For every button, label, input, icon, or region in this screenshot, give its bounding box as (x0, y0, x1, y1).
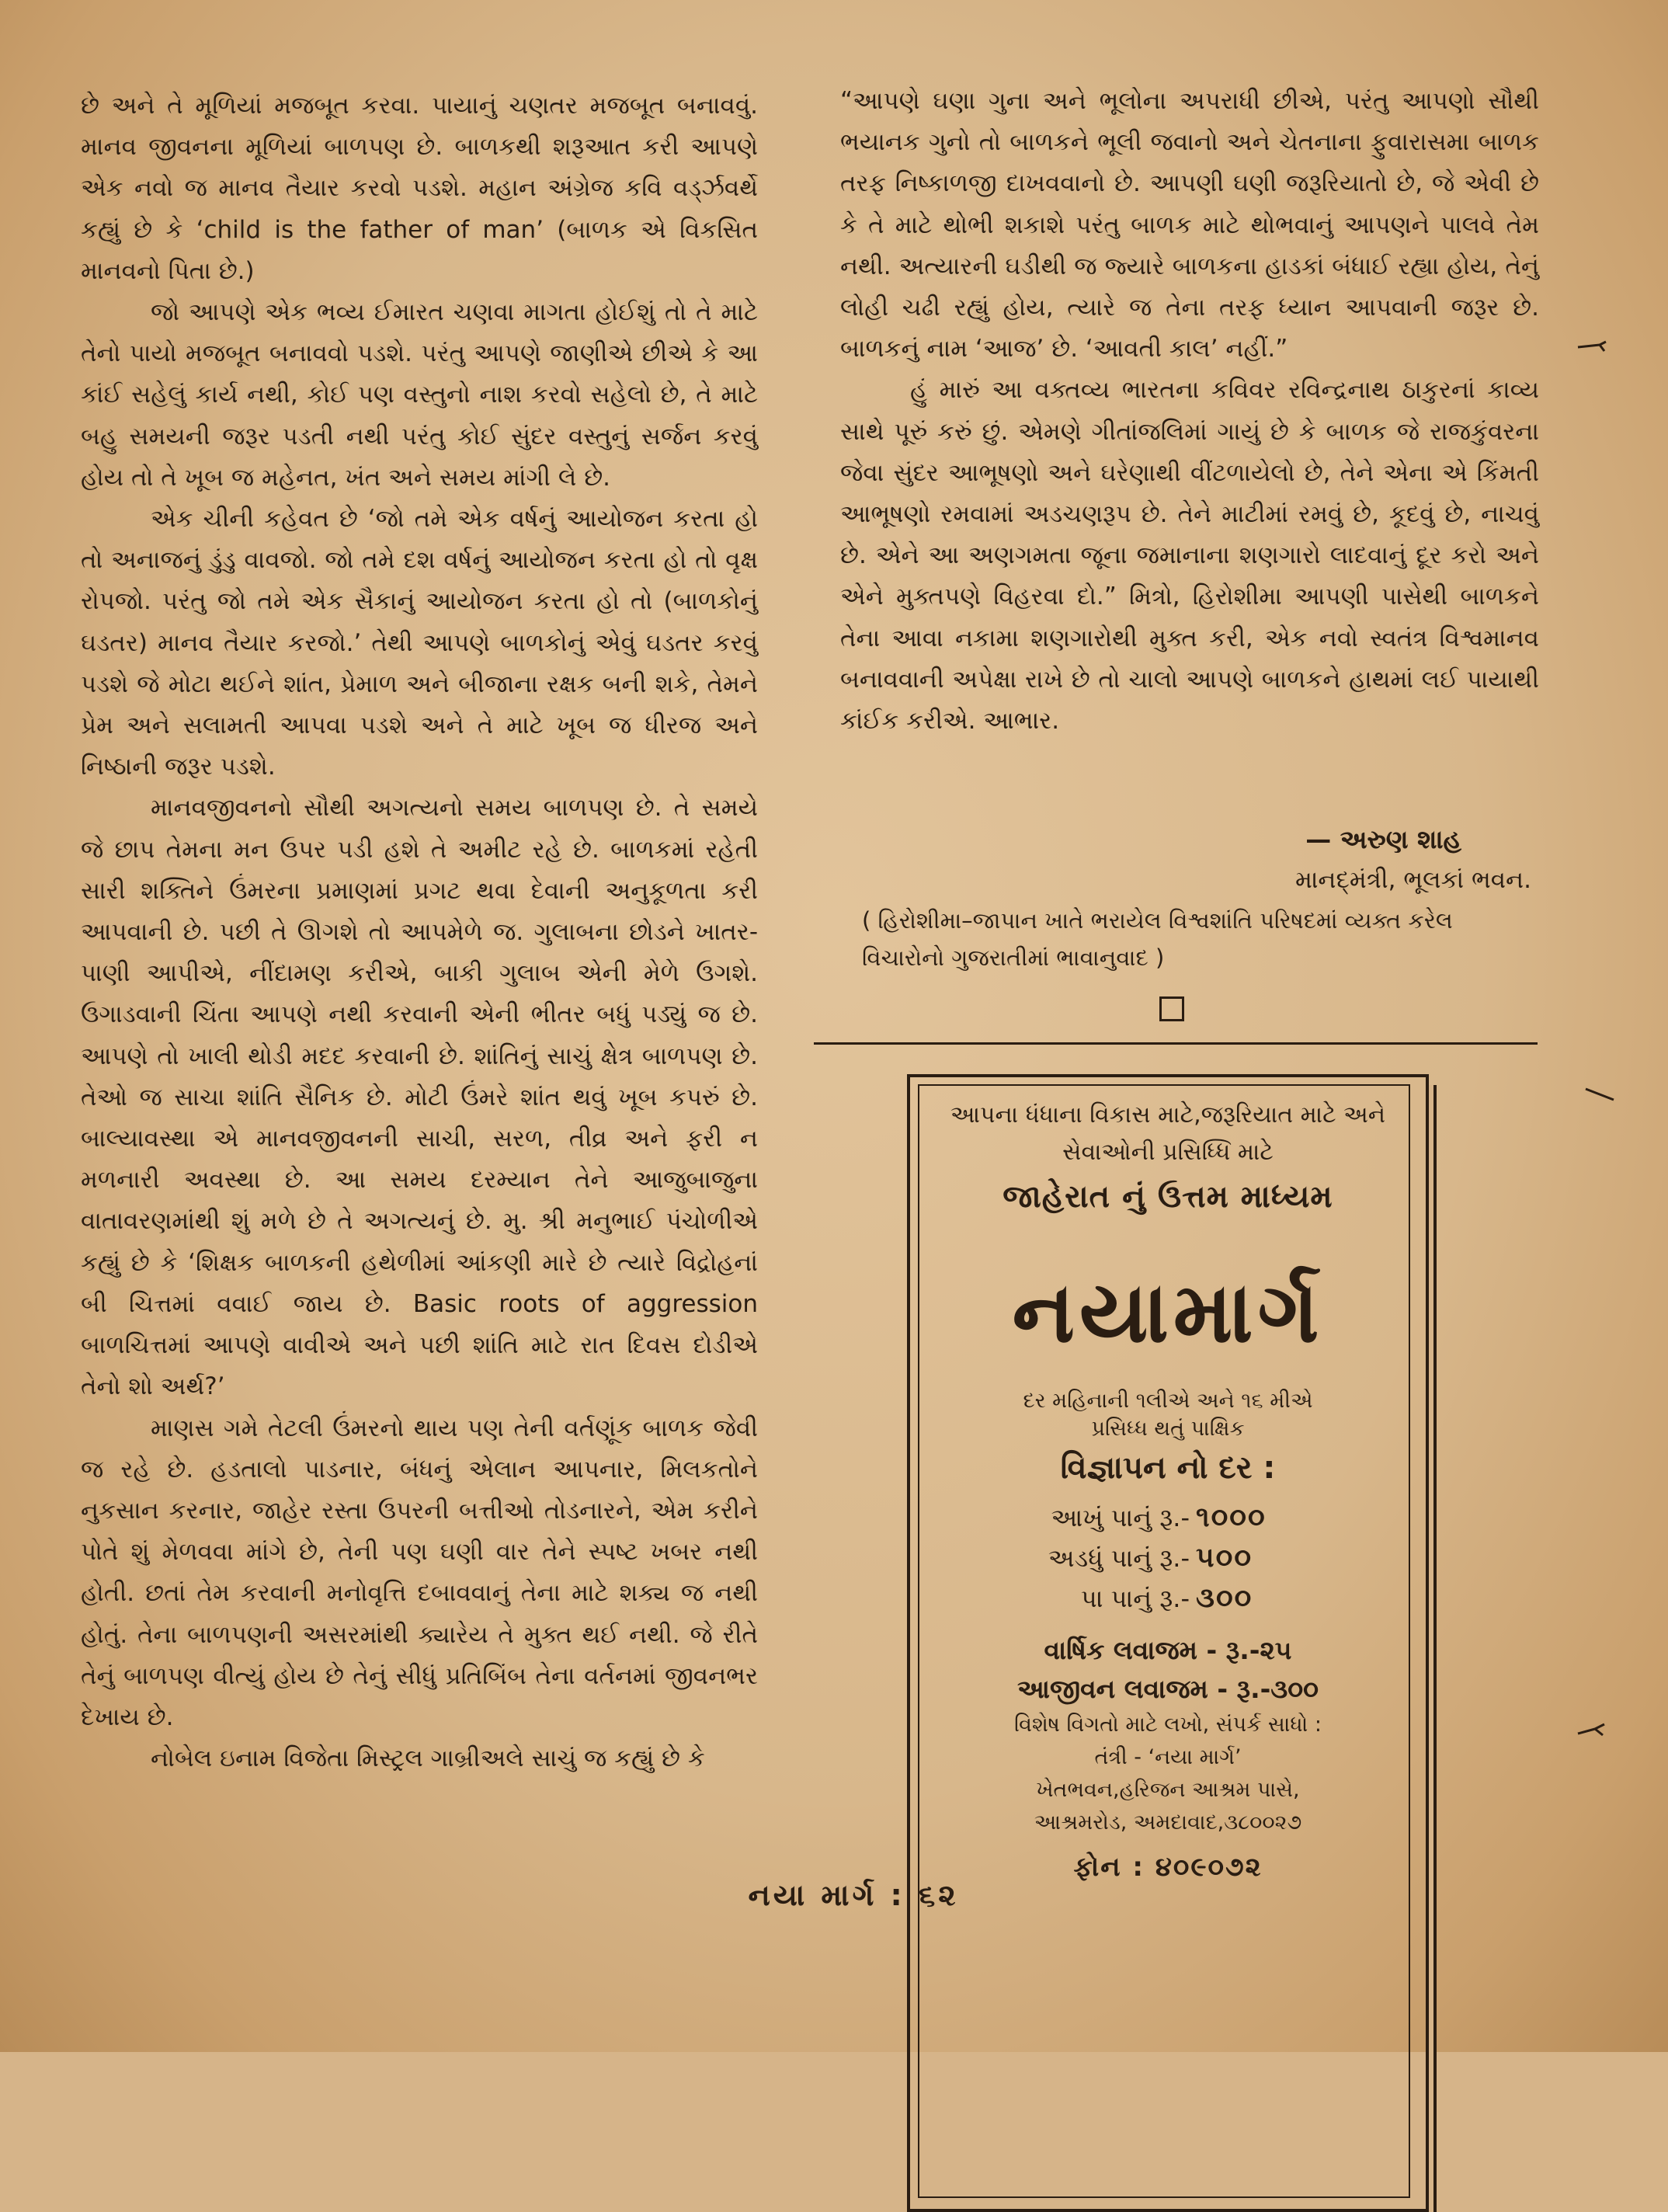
ad-tagline-2: સેવાઓની પ્રસિધ્ધિ માટે (1062, 1139, 1274, 1166)
rate-value: ૧૦૦૦ (1196, 1501, 1267, 1533)
ad-phone: ફોન : ૪૦૯૦૭૨ (1073, 1852, 1263, 1883)
ad-contact-line: વિશેષ વિગતો માટે લખો, સંપર્ક સાધો : (1014, 1713, 1322, 1737)
ad-annual-subscription: વાર્ષિક લવાજમ - રૂ.-૨૫ (1044, 1635, 1292, 1665)
right-paragraph-quote: “આપણે ઘણા ગુના અને ભૂલોના અપરાધી છીએ, પરંતુ આપણો સૌથી ભયાનક ગુનો તો બાળકને ભૂલી જવાનો અને ચેતનાના ફુવારાસમા બાળક તરફ નિષ્કાળજી દાખવવાનો છે. આપણી ઘણી જરૂરિયાતો છે, જે એવી છે કે તે માટે થોભી શકાશે પરંતુ બાળક માટે થોભવાનું આપણને પાલવે તેમ નથી. અત્યારની ઘડીથી જ જ્યારે બાળકના હાડકાં બંધાઈ રહ્યા હોય, તેનું લોહી ચઢી રહ્યું હોય, ત્યારે જ તેના તરફ ધ્યાન આપવાની જરૂર છે. બાળકનું નામ ‘આજ’ છે. ‘આવતી કાલ’ નહીં.” (840, 87, 1539, 363)
ad-address-line-1: ખેતભવન,હરિજન આશ્રમ પાસે, (1036, 1778, 1300, 1802)
author-name: — અરુણ શાહ (1305, 824, 1461, 854)
left-column (81, 85, 758, 1779)
rate-label: પા પાનું રૂ.- (1080, 1584, 1190, 1613)
end-mark-icon (1159, 996, 1184, 1021)
left-paragraph-5: માણસ ગમે તેટલી ઉંમરનો થાય પણ તેની વર્તણૂંક બાળક જેવી જ રહે છે. હડતાલો પાડનાર, બંધનું એલાન આપનાર, મિલકતોને નુકસાન કરનાર, જાહેર રસ્તા ઉપરની બત્તીઓ તોડનારને, એમ કરીને પોતે શું મેળવવા માંગે છે, તેની પણ ઘણી વાર તેને સ્પષ્ટ ખબર નથી હોતી. છતાં તેમ કરવાની મનોવૃત્તિ દબાવવાનું તેના માટે શક્ય જ નથી હોતું. તેના બાળપણની અસરમાંથી ક્યારેય તે મુક્ત થઈ નથી. જે રીતે તેનું બાળપણ વીત્યું હોય છે તેનું સીધું પ્રતિબિંબ તેના વર્તનમાં જીવનભર દેખાય છે. (81, 1414, 758, 1731)
rate-label: અડધું પાનું રૂ.- (1048, 1543, 1190, 1573)
pin-mark-icon (1576, 340, 1607, 354)
left-paragraph-1: છે અને તે મૂળિયાં મજબૂત કરવા. પાયાનું ચણતર મજબૂત બનાવવું. માનવ જીવનના મૂળિયાં બાળપણ છે. બાળકથી શરૂઆત કરી આપણે એક નવો જ માનવ તૈયાર કરવો પડશે. મહાન અંગ્રેજ કવિ વર્ડ્ઝવર્થે કહ્યું છે કે ‘child is the father of man’ (બાળક એ વિકસિત માનવનો પિતા છે.) (81, 92, 758, 285)
magazine-logo: નયામાર્ગ (1012, 1264, 1324, 1362)
rate-label: આખું પાનું રૂ.- (1051, 1503, 1190, 1532)
left-paragraph-4: માનવજીવનનો સૌથી અગત્યનો સમય બાળપણ છે. તે સમયે જે છાપ તેમના મન ઉપર પડી હશે તે અમીટ રહે છે. બાળકમાં રહેતી સારી શક્તિને ઉંમરના પ્રમાણમાં પ્રગટ થવા દેવાની અનુકૂળતા કરી આપવાની છે. પછી તે ઊગશે તો આપમેળે જ. ગુલાબના છોડને ખાતર-પાણી આપીએ, નીંદામણ કરીએ, બાકી ગુલાબ એની મેળે ઉગશે. ઉગાડવાની ચિંતા આપણે નથી કરવાની એની ભીતર બધું પડ્યું જ છે. આપણે તો ખાલી થોડી મદદ કરવાની છે. શાંતિનું સાચું ક્ષેત્ર બાળપણ છે. તેઓ જ સાચા શાંતિ સૈનિક છે. મોટી ઉંમરે શાંત થવું ખૂબ કપરું છે. બાલ્યાવસ્થા એ માનવજીવનની સાચી, સરળ, તીવ્ર અને ફરી ન મળનારી અવસ્થા છે. આ સમય દરમ્યાન તેને આજુબાજુના વાતાવરણમાંથી શું મળે છે તે અગત્યનું છે. મુ. શ્રી મનુભાઈ પંચોળીએ કહ્યું છે કે ‘શિક્ષક બાળકની હથેળીમાં આંકણી મારે છે ત્યારે વિદ્રોહનાં બી ચિત્તમાં વવાઈ જાય છે. Basic roots of aggression બાળચિત્તમાં આપણે વાવીએ અને પછી શાંતિ માટે રાત દિવસ દોડીએ તેનો શો અર્થ?’ (81, 794, 758, 1401)
column-divider (814, 1042, 1538, 1045)
ad-tagline-1: આપના ધંધાના વિકાસ માટે,જરૂરિયાત માટે અને (950, 1101, 1386, 1129)
pin-mark-icon (1584, 1087, 1615, 1101)
rate-value: ૫૦૦ (1196, 1542, 1253, 1574)
ad-rate-title: વિજ્ઞાપન નો દર : (1060, 1450, 1276, 1486)
ad-medium-heading: જાહેરાત નું ઉત્તમ માધ્યમ (1003, 1179, 1333, 1215)
left-paragraph-3: એક ચીની કહેવત છે ‘જો તમે એક વર્ષનું આયોજન કરતા હો તો અનાજનું ડુંડુ વાવજો. જો તમે દશ વર્ષનું આયોજન કરતા હો તો વૃક્ષ રોપજો. પરંતુ જો તમે એક સૈકાનું આયોજન કરતા હો તો (બાળકોનું ઘડતર) માનવ તૈયાર કરજો.’ તેથી આપણે બાળકોનું એવું ઘડતર કરવું પડશે જે મોટા થઈને શાંત, પ્રેમાળ અને બીજાના રક્ષક બની શકે, તેમને પ્રેમ અને સલામતી આપવા પડશે અને તે માટે ખૂબ જ ધીરજ અને નિષ્ઠાની જરૂર પડશે. (81, 505, 758, 781)
left-paragraph-6: નોબેલ ઇનામ વિજેતા મિસ્ટ્રલ ગાબ્રીઅલે સાચું જ કહ્યું છે કે (151, 1744, 705, 1773)
signature-block (840, 819, 1539, 976)
rate-value: ૩૦૦ (1196, 1582, 1253, 1614)
advertisement-content (907, 1087, 1429, 1890)
translation-note: ( હિરોશીમા–જાપાન ખાતે ભરાયેલ વિશ્વશાંતિ પરિષદમાં વ્યક્ત કરેલ વિચારોનો ગુજરાતીમાં ભાવાનુવાદ ) (862, 907, 1453, 971)
page-footer: નયા માર્ગ : ૬૨ (748, 1878, 959, 1912)
pin-mark-icon (1576, 1723, 1607, 1737)
ad-editor-line: તંત્રી - ‘નયા માર્ગ’ (1094, 1745, 1242, 1769)
ad-address-line-2: આશ્રમરોડ, અમદાવાદ,૩૮૦૦૨૭ (1034, 1810, 1302, 1835)
right-paragraph-closing: હું મારું આ વક્તવ્ય ભારતના કવિવર રવિન્દ્રનાથ ઠાકુરનાં કાવ્ય સાથે પૂરું કરું છું. એમણે ગીતાંજલિમાં ગાયું છે કે બાળક જે રાજકુંવરના જેવા સુંદર આભૂષણો અને ઘરેણાથી વીંટળાયેલો છે, તેને એના એ કિંમતી આભૂષણો રમવામાં અડચણરૂપ છે. તેને માટીમાં રમવું છે, કૂદવું છે, નાચવું છે. એને આ અણગમતા જૂના જમાનાના શણગારો લાદવાનું દૂર કરો અને એને મુક્તપણે વિહરવા દો.” મિત્રો, હિરોશીમા આપણી પાસેથી બાળકને તેના આવા નકામા શણગારોથી મુક્ત કરી, એક નવો સ્વતંત્ર વિશ્વમાનવ બનાવવાની અપેક્ષા રાખે છે તો ચાલો આપણે બાળકને હાથમાં લઈ પાયાથી કાંઈક કરીએ. આભાર. (840, 376, 1539, 736)
ad-frequency-2: પ્રસિધ્ધ થતું પાક્ષિક (1091, 1417, 1245, 1441)
ad-frequency-1: દર મહિનાની ૧લીએ અને ૧૬ મીએ (1023, 1389, 1313, 1413)
ad-rate-list (907, 1497, 1429, 1619)
left-paragraph-2: જો આપણે એક ભવ્ય ઈમારત ચણવા માગતા હોઈશું તો તે માટે તેનો પાયો મજબૂત બનાવવો પડશે. પરંતુ આપણે જાણીએ છીએ કે આ કાંઈ સહેલું કાર્ય નથી, કોઈ પણ વસ્તુનો નાશ કરવો સહેલો છે, તે માટે બહુ સમયની જરૂર પડતી નથી પરંતુ કોઈ સુંદર વસ્તુનું સર્જન કરવું હોય તો તે ખૂબ જ મહેનત, ખંત અને સમય માંગી લે છે. (81, 298, 758, 492)
right-column (840, 81, 1539, 742)
rate-row-quarter-page (907, 1578, 1429, 1619)
rate-row-full-page (907, 1497, 1429, 1538)
rate-row-half-page (907, 1538, 1429, 1578)
ad-lifetime-subscription: આજીવન લવાજમ - રૂ.-૩૦૦ (1016, 1674, 1319, 1704)
author-title: માનદ્‌મંત્રી, ભૂલકાં ભવન. (1294, 866, 1531, 894)
